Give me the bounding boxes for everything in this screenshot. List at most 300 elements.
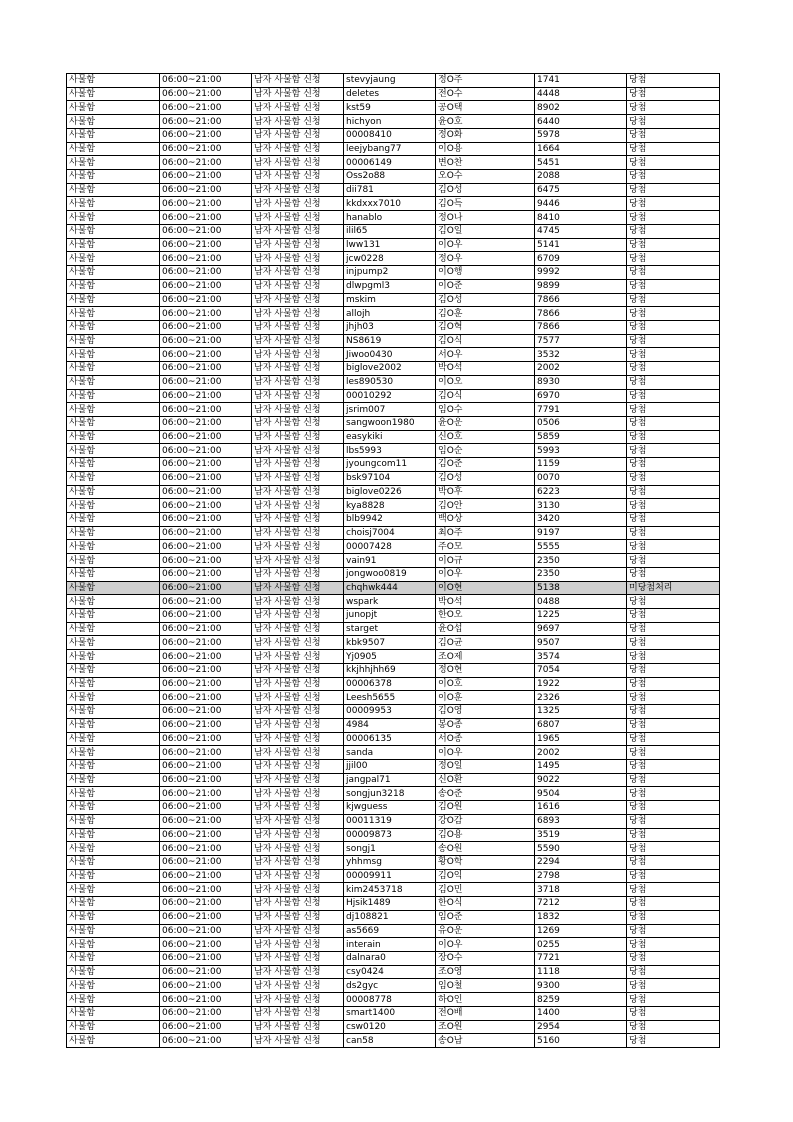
result-cell: 당첨 [627, 252, 720, 266]
user-id-cell: kbk9507 [344, 636, 436, 650]
category-cell: 사물함 [67, 622, 160, 636]
result-cell: 당첨 [627, 718, 720, 732]
application-type-cell: 남자 사물함 신청 [252, 293, 344, 307]
locker-lottery-table [66, 73, 720, 1048]
hours-cell: 06:00~21:00 [160, 828, 252, 842]
table-row [67, 924, 720, 938]
category-cell: 사물함 [67, 224, 160, 238]
name-cell: 조O제 [436, 650, 535, 664]
code-cell: 8410 [535, 211, 627, 225]
code-cell: 3420 [535, 513, 627, 527]
result-cell: 당첨 [627, 787, 720, 801]
code-cell: 2002 [535, 746, 627, 760]
application-type-cell: 남자 사물함 신청 [252, 458, 344, 472]
user-id-cell: hanablo [344, 211, 436, 225]
application-type-cell: 남자 사물함 신청 [252, 362, 344, 376]
user-id-cell: 00008778 [344, 993, 436, 1007]
code-cell: 5859 [535, 430, 627, 444]
code-cell: 6970 [535, 389, 627, 403]
code-cell: 7054 [535, 663, 627, 677]
name-cell: 오O수 [436, 170, 535, 184]
table-row [67, 677, 720, 691]
application-type-cell: 남자 사물함 신청 [252, 183, 344, 197]
application-type-cell: 남자 사물함 신청 [252, 74, 344, 88]
name-cell: 김O균 [436, 636, 535, 650]
name-cell: 김O익 [436, 869, 535, 883]
table-row [67, 759, 720, 773]
code-cell: 8930 [535, 375, 627, 389]
hours-cell: 06:00~21:00 [160, 1006, 252, 1020]
result-cell: 당첨 [627, 362, 720, 376]
application-type-cell: 남자 사물함 신청 [252, 691, 344, 705]
application-type-cell: 남자 사물함 신청 [252, 1006, 344, 1020]
code-cell: 3130 [535, 499, 627, 513]
code-cell: 6807 [535, 718, 627, 732]
code-cell: 3718 [535, 883, 627, 897]
result-cell: 당첨 [627, 526, 720, 540]
table-row [67, 471, 720, 485]
hours-cell: 06:00~21:00 [160, 485, 252, 499]
application-type-cell: 남자 사물함 신청 [252, 156, 344, 170]
application-type-cell: 남자 사물함 신청 [252, 732, 344, 746]
table-row [67, 554, 720, 568]
table-row [67, 307, 720, 321]
name-cell: 이O훈 [436, 691, 535, 705]
user-id-cell: jjil00 [344, 759, 436, 773]
name-cell: 공O택 [436, 101, 535, 115]
result-cell: 당첨 [627, 128, 720, 142]
result-cell: 당첨 [627, 746, 720, 760]
code-cell: 2954 [535, 1020, 627, 1034]
user-id-cell: dj108821 [344, 910, 436, 924]
hours-cell: 06:00~21:00 [160, 128, 252, 142]
user-id-cell: choisj7004 [344, 526, 436, 540]
name-cell: 김O성 [436, 293, 535, 307]
category-cell: 사물함 [67, 897, 160, 911]
category-cell: 사물함 [67, 855, 160, 869]
category-cell: 사물함 [67, 581, 160, 595]
code-cell: 5451 [535, 156, 627, 170]
result-cell: 당첨 [627, 211, 720, 225]
result-cell: 당첨 [627, 197, 720, 211]
hours-cell: 06:00~21:00 [160, 197, 252, 211]
name-cell: 김O성 [436, 183, 535, 197]
hours-cell: 06:00~21:00 [160, 211, 252, 225]
name-cell: 이O호 [436, 677, 535, 691]
code-cell: 1325 [535, 705, 627, 719]
user-id-cell: 00008410 [344, 128, 436, 142]
application-type-cell: 남자 사물함 신청 [252, 334, 344, 348]
name-cell: 정O일 [436, 759, 535, 773]
result-cell: 당첨 [627, 238, 720, 252]
result-cell: 당첨 [627, 74, 720, 88]
hours-cell: 06:00~21:00 [160, 1020, 252, 1034]
category-cell: 사물함 [67, 471, 160, 485]
user-id-cell: jyoungcom11 [344, 458, 436, 472]
user-id-cell: injpump2 [344, 266, 436, 280]
hours-cell: 06:00~21:00 [160, 581, 252, 595]
hours-cell: 06:00~21:00 [160, 636, 252, 650]
name-cell: 신O환 [436, 773, 535, 787]
table-row [67, 910, 720, 924]
code-cell: 6709 [535, 252, 627, 266]
category-cell: 사물함 [67, 389, 160, 403]
user-id-cell: wspark [344, 595, 436, 609]
result-cell: 당첨 [627, 622, 720, 636]
category-cell: 사물함 [67, 705, 160, 719]
category-cell: 사물함 [67, 101, 160, 115]
table-body [67, 74, 720, 1048]
table-row [67, 663, 720, 677]
code-cell: 1118 [535, 965, 627, 979]
application-type-cell: 남자 사물함 신청 [252, 595, 344, 609]
table-row [67, 883, 720, 897]
user-id-cell: 00010292 [344, 389, 436, 403]
table-row [67, 252, 720, 266]
category-cell: 사물함 [67, 1034, 160, 1048]
table-row [67, 952, 720, 966]
name-cell: 이O행 [436, 266, 535, 280]
user-id-cell: Jiwoo0430 [344, 348, 436, 362]
name-cell: 유O운 [436, 924, 535, 938]
category-cell: 사물함 [67, 183, 160, 197]
result-cell: 당첨 [627, 224, 720, 238]
category-cell: 사물함 [67, 828, 160, 842]
result-cell: 당첨 [627, 170, 720, 184]
name-cell: 이O우 [436, 567, 535, 581]
hours-cell: 06:00~21:00 [160, 403, 252, 417]
result-cell: 당첨 [627, 458, 720, 472]
category-cell: 사물함 [67, 869, 160, 883]
result-cell: 당첨 [627, 773, 720, 787]
user-id-cell: Hjsik1489 [344, 897, 436, 911]
table-row [67, 869, 720, 883]
table-row [67, 430, 720, 444]
result-cell: 당첨 [627, 595, 720, 609]
category-cell: 사물함 [67, 444, 160, 458]
hours-cell: 06:00~21:00 [160, 814, 252, 828]
name-cell: 임O수 [436, 403, 535, 417]
category-cell: 사물함 [67, 554, 160, 568]
result-cell: 당첨 [627, 293, 720, 307]
user-id-cell: biglove2002 [344, 362, 436, 376]
hours-cell: 06:00~21:00 [160, 993, 252, 1007]
table-row [67, 142, 720, 156]
application-type-cell: 남자 사물함 신청 [252, 238, 344, 252]
application-type-cell: 남자 사물함 신청 [252, 526, 344, 540]
table-row [67, 705, 720, 719]
user-id-cell: les890530 [344, 375, 436, 389]
category-cell: 사물함 [67, 128, 160, 142]
result-cell: 당첨 [627, 142, 720, 156]
category-cell: 사물함 [67, 595, 160, 609]
name-cell: 이O용 [436, 142, 535, 156]
hours-cell: 06:00~21:00 [160, 595, 252, 609]
name-cell: 박O후 [436, 485, 535, 499]
user-id-cell: sangwoon1980 [344, 416, 436, 430]
name-cell: 한O식 [436, 897, 535, 911]
code-cell: 1225 [535, 609, 627, 623]
name-cell: 봉O종 [436, 718, 535, 732]
category-cell: 사물함 [67, 677, 160, 691]
code-cell: 5138 [535, 581, 627, 595]
code-cell: 2350 [535, 567, 627, 581]
category-cell: 사물함 [67, 718, 160, 732]
name-cell: 윤O운 [436, 416, 535, 430]
result-cell: 당첨 [627, 101, 720, 115]
user-id-cell: ds2gyc [344, 979, 436, 993]
application-type-cell: 남자 사물함 신청 [252, 883, 344, 897]
user-id-cell: jangpal71 [344, 773, 436, 787]
hours-cell: 06:00~21:00 [160, 567, 252, 581]
name-cell: 김O식 [436, 334, 535, 348]
hours-cell: 06:00~21:00 [160, 87, 252, 101]
result-cell: 당첨 [627, 444, 720, 458]
table-row [67, 334, 720, 348]
name-cell: 정O화 [436, 128, 535, 142]
result-cell: 당첨 [627, 938, 720, 952]
application-type-cell: 남자 사물함 신청 [252, 1020, 344, 1034]
hours-cell: 06:00~21:00 [160, 759, 252, 773]
hours-cell: 06:00~21:00 [160, 965, 252, 979]
application-type-cell: 남자 사물함 신청 [252, 224, 344, 238]
table-row [67, 211, 720, 225]
category-cell: 사물함 [67, 320, 160, 334]
user-id-cell: sanda [344, 746, 436, 760]
user-id-cell: csy0424 [344, 965, 436, 979]
name-cell: 전O배 [436, 1006, 535, 1020]
table-row [67, 979, 720, 993]
user-id-cell: jhjh03 [344, 320, 436, 334]
application-type-cell: 남자 사물함 신청 [252, 979, 344, 993]
user-id-cell: hichyon [344, 115, 436, 129]
user-id-cell: kkjhhjhh69 [344, 663, 436, 677]
user-id-cell: 4984 [344, 718, 436, 732]
name-cell: 김O준 [436, 458, 535, 472]
user-id-cell: lww131 [344, 238, 436, 252]
code-cell: 1616 [535, 801, 627, 815]
user-id-cell: dalnara0 [344, 952, 436, 966]
hours-cell: 06:00~21:00 [160, 348, 252, 362]
application-type-cell: 남자 사물함 신청 [252, 444, 344, 458]
code-cell: 5590 [535, 842, 627, 856]
name-cell: 김O영 [436, 705, 535, 719]
name-cell: 이O규 [436, 554, 535, 568]
category-cell: 사물함 [67, 938, 160, 952]
category-cell: 사물함 [67, 883, 160, 897]
table-row [67, 814, 720, 828]
application-type-cell: 남자 사물함 신청 [252, 855, 344, 869]
category-cell: 사물함 [67, 252, 160, 266]
result-cell: 당첨 [627, 691, 720, 705]
result-cell: 당첨 [627, 801, 720, 815]
table-row [67, 595, 720, 609]
name-cell: 정O현 [436, 663, 535, 677]
name-cell: 이O우 [436, 746, 535, 760]
user-id-cell: dlwpgml3 [344, 279, 436, 293]
name-cell: 김O득 [436, 197, 535, 211]
user-id-cell: 00009911 [344, 869, 436, 883]
user-id-cell: biglove0226 [344, 485, 436, 499]
table-row [67, 389, 720, 403]
table-row [67, 101, 720, 115]
hours-cell: 06:00~21:00 [160, 910, 252, 924]
result-cell: 당첨 [627, 609, 720, 623]
name-cell: 임O순 [436, 444, 535, 458]
application-type-cell: 남자 사물함 신청 [252, 814, 344, 828]
user-id-cell: leejybang77 [344, 142, 436, 156]
application-type-cell: 남자 사물함 신청 [252, 650, 344, 664]
code-cell: 6440 [535, 115, 627, 129]
application-type-cell: 남자 사물함 신청 [252, 842, 344, 856]
user-id-cell: mskim [344, 293, 436, 307]
category-cell: 사물함 [67, 416, 160, 430]
code-cell: 1922 [535, 677, 627, 691]
table-row [67, 526, 720, 540]
table-row [67, 609, 720, 623]
user-id-cell: dii781 [344, 183, 436, 197]
code-cell: 0070 [535, 471, 627, 485]
result-cell: 당첨 [627, 1034, 720, 1048]
name-cell: 김O용 [436, 828, 535, 842]
hours-cell: 06:00~21:00 [160, 526, 252, 540]
application-type-cell: 남자 사물함 신청 [252, 910, 344, 924]
hours-cell: 06:00~21:00 [160, 554, 252, 568]
result-cell: 당첨 [627, 540, 720, 554]
hours-cell: 06:00~21:00 [160, 938, 252, 952]
user-id-cell: interain [344, 938, 436, 952]
table-row [67, 1006, 720, 1020]
name-cell: 박O석 [436, 595, 535, 609]
code-cell: 5978 [535, 128, 627, 142]
result-cell: 당첨 [627, 842, 720, 856]
name-cell: 서O종 [436, 732, 535, 746]
code-cell: 5141 [535, 238, 627, 252]
user-id-cell: deletes [344, 87, 436, 101]
category-cell: 사물함 [67, 170, 160, 184]
name-cell: 이O우 [436, 938, 535, 952]
hours-cell: 06:00~21:00 [160, 334, 252, 348]
hours-cell: 06:00~21:00 [160, 142, 252, 156]
application-type-cell: 남자 사물함 신청 [252, 993, 344, 1007]
application-type-cell: 남자 사물함 신청 [252, 128, 344, 142]
category-cell: 사물함 [67, 142, 160, 156]
result-cell: 당첨 [627, 1020, 720, 1034]
table-row [67, 87, 720, 101]
result-cell: 당첨 [627, 403, 720, 417]
name-cell: 장O수 [436, 952, 535, 966]
application-type-cell: 남자 사물함 신청 [252, 101, 344, 115]
code-cell: 4448 [535, 87, 627, 101]
table-row [67, 1020, 720, 1034]
hours-cell: 06:00~21:00 [160, 458, 252, 472]
result-cell: 당첨 [627, 897, 720, 911]
category-cell: 사물함 [67, 1020, 160, 1034]
code-cell: 2294 [535, 855, 627, 869]
code-cell: 6475 [535, 183, 627, 197]
name-cell: 전O수 [436, 87, 535, 101]
name-cell: 최O주 [436, 526, 535, 540]
category-cell: 사물함 [67, 787, 160, 801]
table-row [67, 170, 720, 184]
code-cell: 3519 [535, 828, 627, 842]
application-type-cell: 남자 사물함 신청 [252, 828, 344, 842]
application-type-cell: 남자 사물함 신청 [252, 1034, 344, 1048]
table-row [67, 348, 720, 362]
code-cell: 1159 [535, 458, 627, 472]
table-row [67, 375, 720, 389]
result-cell: 당첨 [627, 513, 720, 527]
application-type-cell: 남자 사물함 신청 [252, 952, 344, 966]
hours-cell: 06:00~21:00 [160, 389, 252, 403]
category-cell: 사물함 [67, 759, 160, 773]
category-cell: 사물함 [67, 307, 160, 321]
code-cell: 1495 [535, 759, 627, 773]
category-cell: 사물함 [67, 156, 160, 170]
table-row [67, 183, 720, 197]
name-cell: 정O우 [436, 252, 535, 266]
user-id-cell: 00009953 [344, 705, 436, 719]
table-row [67, 540, 720, 554]
category-cell: 사물함 [67, 567, 160, 581]
application-type-cell: 남자 사물함 신청 [252, 320, 344, 334]
hours-cell: 06:00~21:00 [160, 471, 252, 485]
hours-cell: 06:00~21:00 [160, 609, 252, 623]
name-cell: 정O주 [436, 74, 535, 88]
result-cell: 당첨 [627, 499, 720, 513]
application-type-cell: 남자 사물함 신청 [252, 869, 344, 883]
table-row [67, 293, 720, 307]
category-cell: 사물함 [67, 513, 160, 527]
category-cell: 사물함 [67, 663, 160, 677]
hours-cell: 06:00~21:00 [160, 224, 252, 238]
user-id-cell: 00006135 [344, 732, 436, 746]
table-row [67, 842, 720, 856]
name-cell: 송O원 [436, 842, 535, 856]
hours-cell: 06:00~21:00 [160, 622, 252, 636]
application-type-cell: 남자 사물함 신청 [252, 142, 344, 156]
result-cell: 당첨 [627, 952, 720, 966]
code-cell: 2002 [535, 362, 627, 376]
category-cell: 사물함 [67, 279, 160, 293]
category-cell: 사물함 [67, 952, 160, 966]
category-cell: 사물함 [67, 499, 160, 513]
code-cell: 9504 [535, 787, 627, 801]
application-type-cell: 남자 사물함 신청 [252, 581, 344, 595]
hours-cell: 06:00~21:00 [160, 663, 252, 677]
application-type-cell: 남자 사물함 신청 [252, 499, 344, 513]
name-cell: 임O철 [436, 979, 535, 993]
user-id-cell: 00011319 [344, 814, 436, 828]
application-type-cell: 남자 사물함 신청 [252, 759, 344, 773]
hours-cell: 06:00~21:00 [160, 842, 252, 856]
category-cell: 사물함 [67, 74, 160, 88]
application-type-cell: 남자 사물함 신청 [252, 513, 344, 527]
code-cell: 9507 [535, 636, 627, 650]
result-cell: 당첨 [627, 279, 720, 293]
application-type-cell: 남자 사물함 신청 [252, 403, 344, 417]
hours-cell: 06:00~21:00 [160, 718, 252, 732]
application-type-cell: 남자 사물함 신청 [252, 787, 344, 801]
hours-cell: 06:00~21:00 [160, 691, 252, 705]
result-cell: 당첨 [627, 115, 720, 129]
hours-cell: 06:00~21:00 [160, 924, 252, 938]
hours-cell: 06:00~21:00 [160, 279, 252, 293]
name-cell: 김O일 [436, 224, 535, 238]
code-cell: 0255 [535, 938, 627, 952]
category-cell: 사물함 [67, 993, 160, 1007]
code-cell: 4745 [535, 224, 627, 238]
